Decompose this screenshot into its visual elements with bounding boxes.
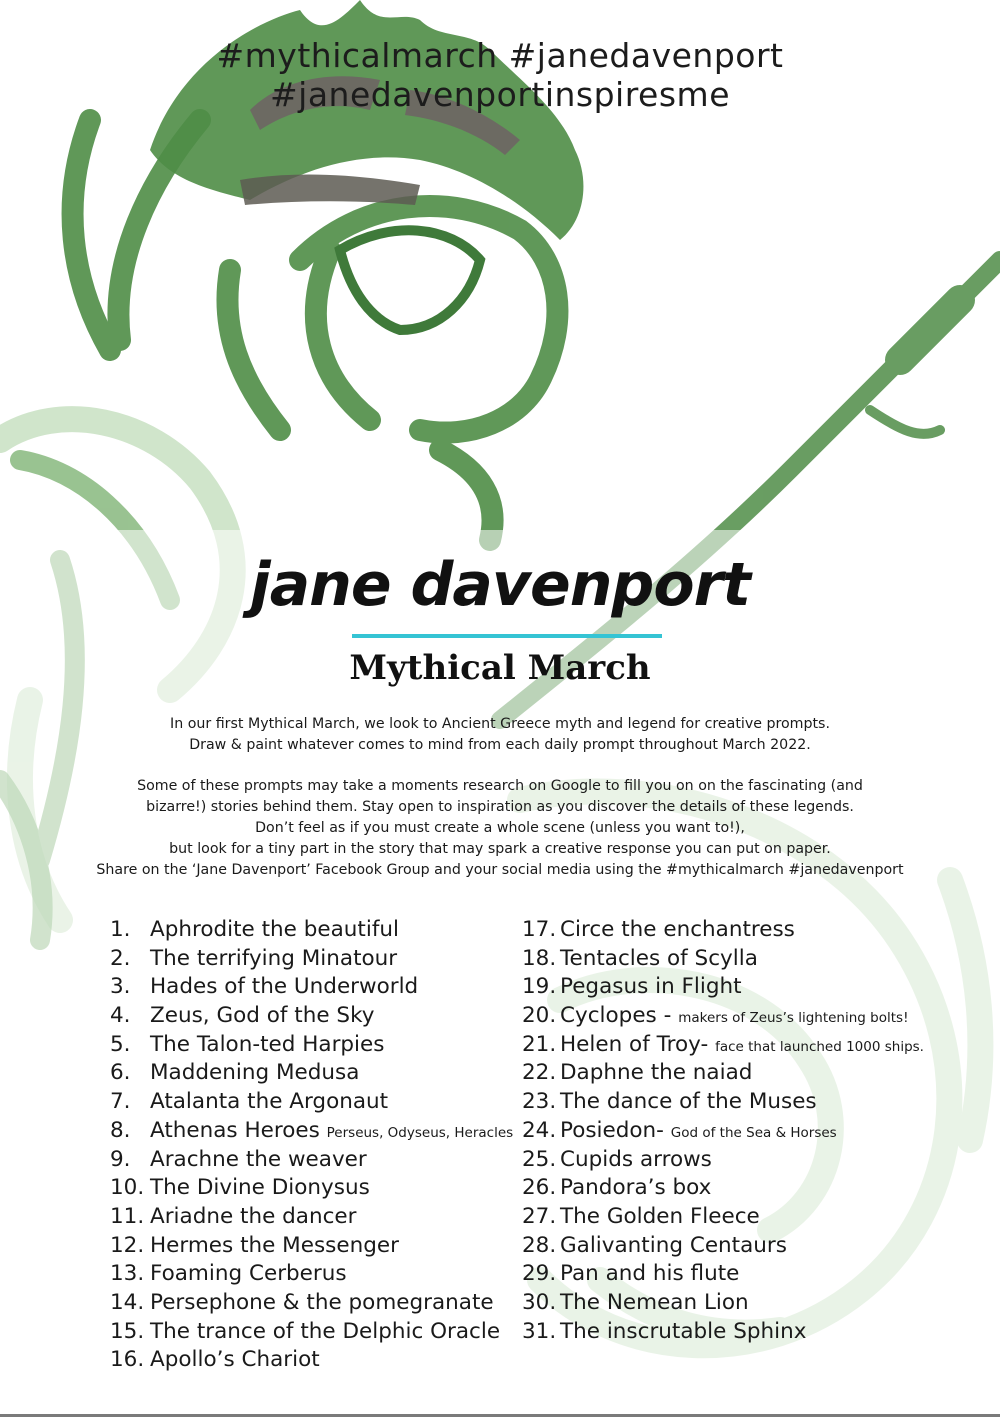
prompt-item xyxy=(110,1088,515,1117)
prompt-text: Aphrodite the beautiful xyxy=(150,917,399,942)
jane-davenport-logo: jane davenport xyxy=(250,550,750,620)
prompt-text: Posiedon- xyxy=(560,1117,664,1143)
prompt-text: Athenas Heroes xyxy=(150,1117,320,1143)
prompt-text: The dance of the Muses xyxy=(560,1089,817,1115)
prompt-item xyxy=(110,1059,515,1088)
prompt-number: 28. xyxy=(522,1232,557,1258)
prompt-item xyxy=(522,916,992,945)
prompt-list-right xyxy=(522,916,992,1346)
prompt-item xyxy=(110,945,515,974)
prompt-note: face that launched 1000 ships. xyxy=(715,1038,924,1055)
prompt-number: 29. xyxy=(522,1261,557,1287)
prompt-text: The Talon-ted Harpies xyxy=(150,1031,385,1057)
prompt-note: God of the Sea & Horses xyxy=(670,1124,837,1141)
prompt-item xyxy=(522,1088,992,1117)
prompt-text: Helen of Troy- xyxy=(560,1031,709,1057)
prompt-number: 22. xyxy=(522,1060,557,1086)
prompt-number: 8. xyxy=(110,1117,131,1143)
prompt-note: Perseus, Odyseus, Heracles xyxy=(326,1124,514,1141)
prompt-item xyxy=(110,973,515,1002)
prompt-text: The terrifying Minatour xyxy=(150,945,398,971)
prompt-text: Arachne the weaver xyxy=(150,1146,367,1172)
prompt-text: Daphne the naiad xyxy=(560,1060,753,1086)
prompt-item xyxy=(110,1289,515,1318)
prompt-text: Apollo’s Chariot xyxy=(150,1347,320,1373)
prompt-number: 14. xyxy=(110,1289,145,1315)
prompt-text: Hades of the Underworld xyxy=(150,974,419,1000)
intro-line: In our first Mythical March, we look to Ancient Greece myth and legend for creative prompts. xyxy=(170,716,830,732)
helmet-eye-mask xyxy=(340,230,480,330)
prompt-number: 31. xyxy=(522,1318,557,1344)
prompt-number: 21. xyxy=(522,1031,557,1057)
logo-underline xyxy=(352,634,662,638)
prompt-number: 26. xyxy=(522,1175,557,1201)
prompt-number: 12. xyxy=(110,1232,145,1258)
prompt-text: Persephone & the pomegranate xyxy=(150,1289,494,1315)
prompt-text: The Nemean Lion xyxy=(560,1289,749,1315)
prompt-number: 15. xyxy=(110,1318,145,1344)
prompt-number: 13. xyxy=(110,1261,145,1287)
prompt-text: The Golden Fleece xyxy=(560,1203,760,1229)
prompt-number: 3. xyxy=(110,974,131,1000)
prompt-text: Pegasus in Flight xyxy=(560,974,742,1000)
prompt-text: Zeus, God of the Sky xyxy=(150,1003,375,1029)
helmet-shadow xyxy=(240,175,420,205)
intro-line: but look for a tiny part in the story that may spark a creative response you can put on paper. xyxy=(169,841,831,857)
prompt-text: Pan and his flute xyxy=(560,1261,740,1287)
prompt-item xyxy=(522,1318,992,1347)
page-title: Mythical March xyxy=(349,648,651,688)
prompt-item xyxy=(522,1059,992,1088)
prompt-item xyxy=(522,1289,992,1318)
prompt-note: makers of Zeus’s lightening bolts! xyxy=(678,1010,909,1027)
prompt-item xyxy=(522,1117,992,1146)
prompt-text: Circe the enchantress xyxy=(560,917,795,942)
prompt-number: 16. xyxy=(110,1347,145,1373)
prompt-number: 19. xyxy=(522,974,557,1000)
prompt-text: Maddening Medusa xyxy=(150,1060,360,1086)
prompt-item xyxy=(522,1260,992,1289)
prompt-item xyxy=(522,1203,992,1232)
prompt-item xyxy=(110,1146,515,1175)
prompt-item xyxy=(110,1232,515,1261)
prompt-item xyxy=(110,1318,515,1347)
prompt-item xyxy=(110,1203,515,1232)
prompt-number: 4. xyxy=(110,1003,131,1029)
intro-line: Draw & paint whatever comes to mind from each daily prompt throughout March 2022. xyxy=(189,737,811,753)
intro-line: Share on the ‘Jane Davenport’ Facebook Group and your social media using the #mythicalmarch #janedavenport xyxy=(96,862,904,878)
prompt-item xyxy=(522,1146,992,1175)
prompt-text: Atalanta the Argonaut xyxy=(150,1089,389,1115)
prompt-item xyxy=(522,945,992,974)
prompt-item xyxy=(522,1031,992,1060)
prompt-text: Cupids arrows xyxy=(560,1146,712,1172)
prompt-number: 25. xyxy=(522,1146,557,1172)
hashtags-header: #mythicalmarch #janedavenport #janedavenportinspiresme xyxy=(216,36,784,114)
prompt-item xyxy=(110,1346,515,1375)
prompt-item xyxy=(110,1174,515,1203)
prompt-text: Pandora’s box xyxy=(560,1175,712,1201)
prompt-number: 27. xyxy=(522,1203,557,1229)
prompt-item xyxy=(522,973,992,1002)
intro-line: bizarre!) stories behind them. Stay open to inspiration as you discover the details of these legends. xyxy=(146,799,854,815)
prompt-number: 10. xyxy=(110,1175,145,1201)
intro-line: Some of these prompts may take a moments research on Google to fill you on on the fascinating (and xyxy=(137,778,863,794)
intro-text xyxy=(90,714,910,881)
prompt-number: 9. xyxy=(110,1146,131,1172)
prompt-text: The Divine Dionysus xyxy=(150,1175,370,1201)
prompt-text: The inscrutable Sphinx xyxy=(560,1318,807,1344)
prompt-number: 24. xyxy=(522,1117,557,1143)
prompt-item xyxy=(110,1117,515,1146)
prompt-number: 30. xyxy=(522,1289,557,1315)
prompt-text: Ariadne the dancer xyxy=(150,1203,357,1229)
prompt-item xyxy=(110,1002,515,1031)
prompt-text: Foaming Cerberus xyxy=(150,1261,347,1287)
prompt-text: Cyclopes - xyxy=(560,1003,672,1029)
prompt-item xyxy=(522,1174,992,1203)
prompt-text: Hermes the Messenger xyxy=(150,1232,399,1258)
intro-line: Don’t feel as if you must create a whole scene (unless you want to!), xyxy=(255,820,745,836)
prompt-list-left xyxy=(110,916,515,1375)
intro-spacer xyxy=(90,756,910,776)
prompt-text: The trance of the Delphic Oracle xyxy=(150,1318,501,1344)
prompt-number: 11. xyxy=(110,1203,145,1229)
prompt-item xyxy=(522,1232,992,1261)
prompt-number: 17. xyxy=(522,917,557,942)
prompt-item xyxy=(110,1260,515,1289)
prompt-number: 7. xyxy=(110,1089,131,1115)
prompt-item xyxy=(110,1031,515,1060)
prompt-number: 20. xyxy=(522,1003,557,1029)
prompt-text: Galivanting Centaurs xyxy=(560,1232,787,1258)
prompt-item xyxy=(522,1002,992,1031)
prompt-text: Tentacles of Scylla xyxy=(560,945,758,971)
prompt-number: 1. xyxy=(110,917,131,942)
prompt-number: 5. xyxy=(110,1031,131,1057)
prompt-item xyxy=(110,916,515,945)
prompt-number: 23. xyxy=(522,1089,557,1115)
prompt-number: 6. xyxy=(110,1060,131,1086)
prompt-number: 18. xyxy=(522,945,557,971)
prompt-number: 2. xyxy=(110,945,131,971)
